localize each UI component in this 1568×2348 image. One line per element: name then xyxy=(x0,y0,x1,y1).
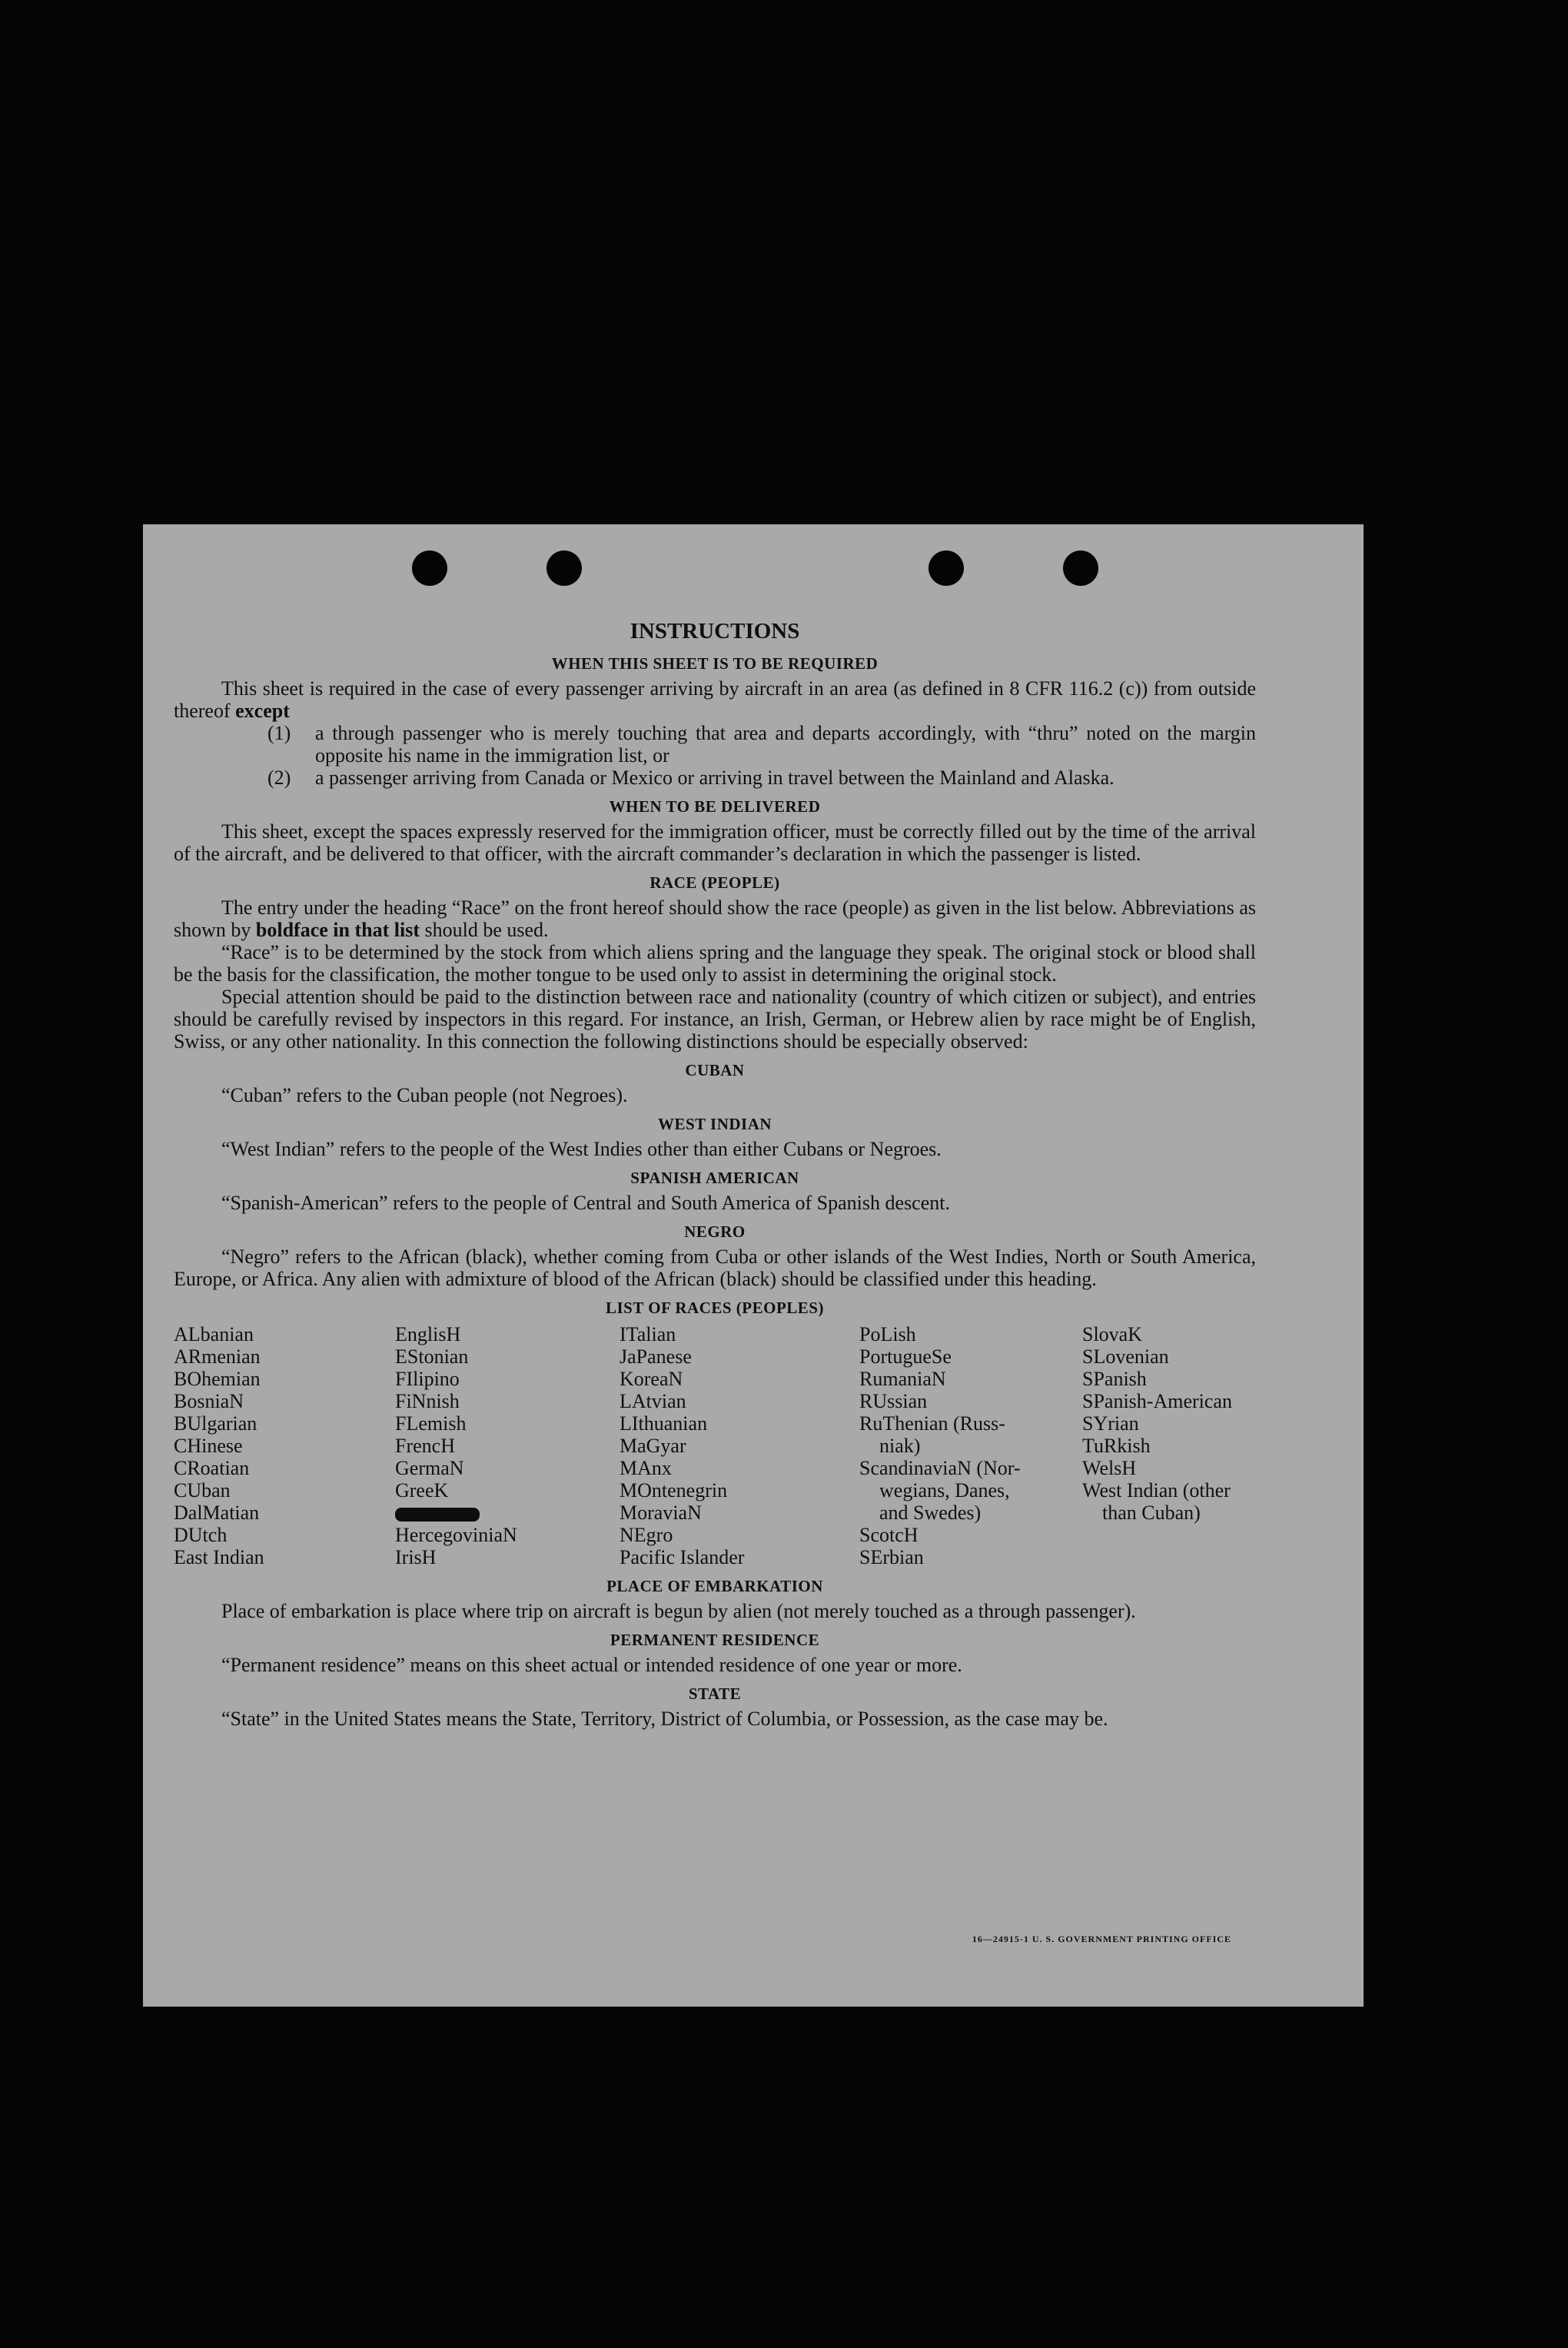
race-entry: BOhemian xyxy=(174,1368,261,1390)
race-entry: CHinese xyxy=(174,1435,243,1457)
race-entry: TuRkish xyxy=(1082,1435,1151,1457)
race-entry: MAnx xyxy=(620,1457,672,1479)
west-indian-text: “West Indian” refers to the people of the West Indies other than either Cubans or Negroes. xyxy=(221,1138,942,1160)
race-entry: IrisH xyxy=(395,1546,437,1568)
race-entry: MaGyar xyxy=(620,1435,686,1457)
residence-text: “Permanent residence” means on this sheet actual or intended residence of one year or more. xyxy=(221,1654,962,1676)
printing-office-footer: 16—24915-1 U. S. GOVERNMENT PRINTING OFFICE xyxy=(972,1934,1231,1944)
section-heading-residence: PERMANENT RESIDENCE xyxy=(610,1631,820,1649)
spanish-american-text: “Spanish-American” refers to the people of Central and South America of Spanish descent. xyxy=(221,1192,950,1214)
race-entry: niak) xyxy=(879,1435,921,1457)
punch-hole xyxy=(929,550,964,586)
race-entry: RuThenian (Russ- xyxy=(859,1412,1005,1435)
section-heading-embarkation: PLACE OF EMBARKATION xyxy=(606,1577,823,1595)
state-text: “State” in the United States means the State, Territory, District of Columbia, or Possession, as the case may be. xyxy=(221,1708,1108,1730)
when-delivered-text: This sheet, except the spaces expressly reserved for the immigration officer, must be correctly filled out by the time of the arrival of the aircraft, and be delivered to that officer, with the aircraft commander’s declaration in which the passenger is listed. xyxy=(174,820,1256,865)
race-entry: Pacific Islander xyxy=(620,1546,745,1568)
race-entry: LIthuanian xyxy=(620,1412,708,1435)
negro-text: “Negro” refers to the African (black), whether coming from Cuba or other islands of the West Indies, North or South America, Europe, or Africa. Any alien with admixture of blood of the African (black) should be classified under this heading. xyxy=(174,1246,1256,1290)
race-entry: FrencH xyxy=(395,1435,455,1457)
race-entry: MOntenegrin xyxy=(620,1479,728,1502)
race-entry: GermaN xyxy=(395,1457,464,1479)
section-heading-negro: NEGRO xyxy=(684,1222,746,1241)
section-heading-when-delivered: WHEN TO BE DELIVERED xyxy=(609,797,821,816)
race-entry: and Swedes) xyxy=(879,1502,982,1524)
race-entry: SPanish xyxy=(1082,1368,1147,1390)
race-entry: West Indian (other xyxy=(1082,1479,1231,1502)
section-heading-cuban: CUBAN xyxy=(685,1061,745,1079)
race-entry: FIlipino xyxy=(395,1368,460,1390)
exception-item: (1) a through passenger who is merely touching that area and departs accordingly, with “thru” noted on the margin opposite his name in the immigration list, or xyxy=(267,722,1256,767)
race-entry: NEgro xyxy=(620,1524,673,1546)
race-entry: DalMatian xyxy=(174,1502,260,1524)
races-list xyxy=(174,1323,1256,1568)
race-entry: ScotcH xyxy=(859,1524,919,1546)
race-entry: SLovenian xyxy=(1082,1345,1169,1368)
exception-item: (2) a passenger arriving from Canada or Mexico or arriving in travel between the Mainland and Alaska. xyxy=(267,767,1115,789)
race-entry: SErbian xyxy=(859,1546,924,1568)
race-entry: KoreaN xyxy=(620,1368,683,1390)
race-entry: RumaniaN xyxy=(859,1368,946,1390)
race-entry xyxy=(1082,1546,1313,1568)
race-entry: ScandinaviaN (Nor- xyxy=(859,1457,1021,1479)
race-entry: BosniaN xyxy=(174,1390,244,1412)
race-entry: than Cuban) xyxy=(1102,1502,1201,1524)
race-entry: HercegoviniaN xyxy=(395,1524,517,1546)
race-entry: CRoatian xyxy=(174,1457,250,1479)
punch-hole xyxy=(546,550,582,586)
race-entry: BUlgarian xyxy=(174,1412,257,1435)
race-entry: DUtch xyxy=(174,1524,228,1546)
section-heading-state: STATE xyxy=(688,1685,742,1703)
race-entry: wegians, Danes, xyxy=(879,1479,1010,1502)
page-title: INSTRUCTIONS xyxy=(630,619,800,644)
race-entry: GreeK xyxy=(395,1479,449,1502)
race-entry: LAtvian xyxy=(620,1390,686,1412)
race-entry: WelsH xyxy=(1082,1457,1137,1479)
section-heading-spanish-american: SPANISH AMERICAN xyxy=(630,1169,799,1187)
race-entry: CUban xyxy=(174,1479,231,1502)
race-paragraph: The entry under the heading “Race” on the front hereof should show the race (people) as given in the list below. Abbreviations as shown by boldface in that list should be used. xyxy=(174,896,1256,941)
punch-hole xyxy=(412,550,447,586)
race-entry: ALbanian xyxy=(174,1323,254,1345)
race-entry: MoraviaN xyxy=(620,1502,702,1524)
race-paragraph: “Race” is to be determined by the stock from which aliens spring and the language they speak. The original stock or blood shall be the basis for the classification, the mother tongue to be used only to assist in determining the original stock. xyxy=(174,941,1256,986)
race-entry: FiNnish xyxy=(395,1390,460,1412)
section-heading-west-indian: WEST INDIAN xyxy=(657,1115,772,1133)
redaction-mark xyxy=(395,1508,480,1522)
race-paragraph: Special attention should be paid to the distinction between race and nationality (country of which citizen or subject), and entries should be carefully revised by inspectors in this regard. For instance, an Irish, German, or Hebrew alien by race might be of English, Swiss, or any other nationality. In this connection the following distinctions should be especially observed: xyxy=(174,986,1256,1053)
embarkation-text: Place of embarkation is place where trip on aircraft is begun by alien (not merely touched as a through passenger). xyxy=(221,1600,1136,1622)
race-entry: PoLish xyxy=(859,1323,916,1345)
race-entry xyxy=(1082,1524,1313,1546)
section-heading-race: RACE (PEOPLE) xyxy=(649,873,780,892)
race-entry: East Indian xyxy=(174,1546,264,1568)
race-entry: ITalian xyxy=(620,1323,676,1345)
race-entry: SPanish-American xyxy=(1082,1390,1232,1412)
race-entry: SYrian xyxy=(1082,1412,1139,1435)
race-entry: SlovaK xyxy=(1082,1323,1142,1345)
section-heading-when-required: WHEN THIS SHEET IS TO BE REQUIRED xyxy=(551,654,879,673)
instruction-sheet xyxy=(143,524,1364,2007)
race-entry: ARmenian xyxy=(174,1345,261,1368)
race-entry: PortugueSe xyxy=(859,1345,952,1368)
race-entry: EStonian xyxy=(395,1345,469,1368)
cuban-text: “Cuban” refers to the Cuban people (not Negroes). xyxy=(221,1084,628,1106)
race-entry: EnglisH xyxy=(395,1323,461,1345)
race-entry xyxy=(395,1502,620,1524)
race-entry: FLemish xyxy=(395,1412,467,1435)
race-entry: JaPanese xyxy=(620,1345,692,1368)
section-heading-list-of-races: LIST OF RACES (PEOPLES) xyxy=(606,1299,824,1317)
race-entry: RUssian xyxy=(859,1390,928,1412)
punch-hole xyxy=(1063,550,1098,586)
when-required-text: This sheet is required in the case of every passenger arriving by aircraft in an area (as defined in 8 CFR 116.2 (c)) from outside thereof except xyxy=(174,677,1256,722)
